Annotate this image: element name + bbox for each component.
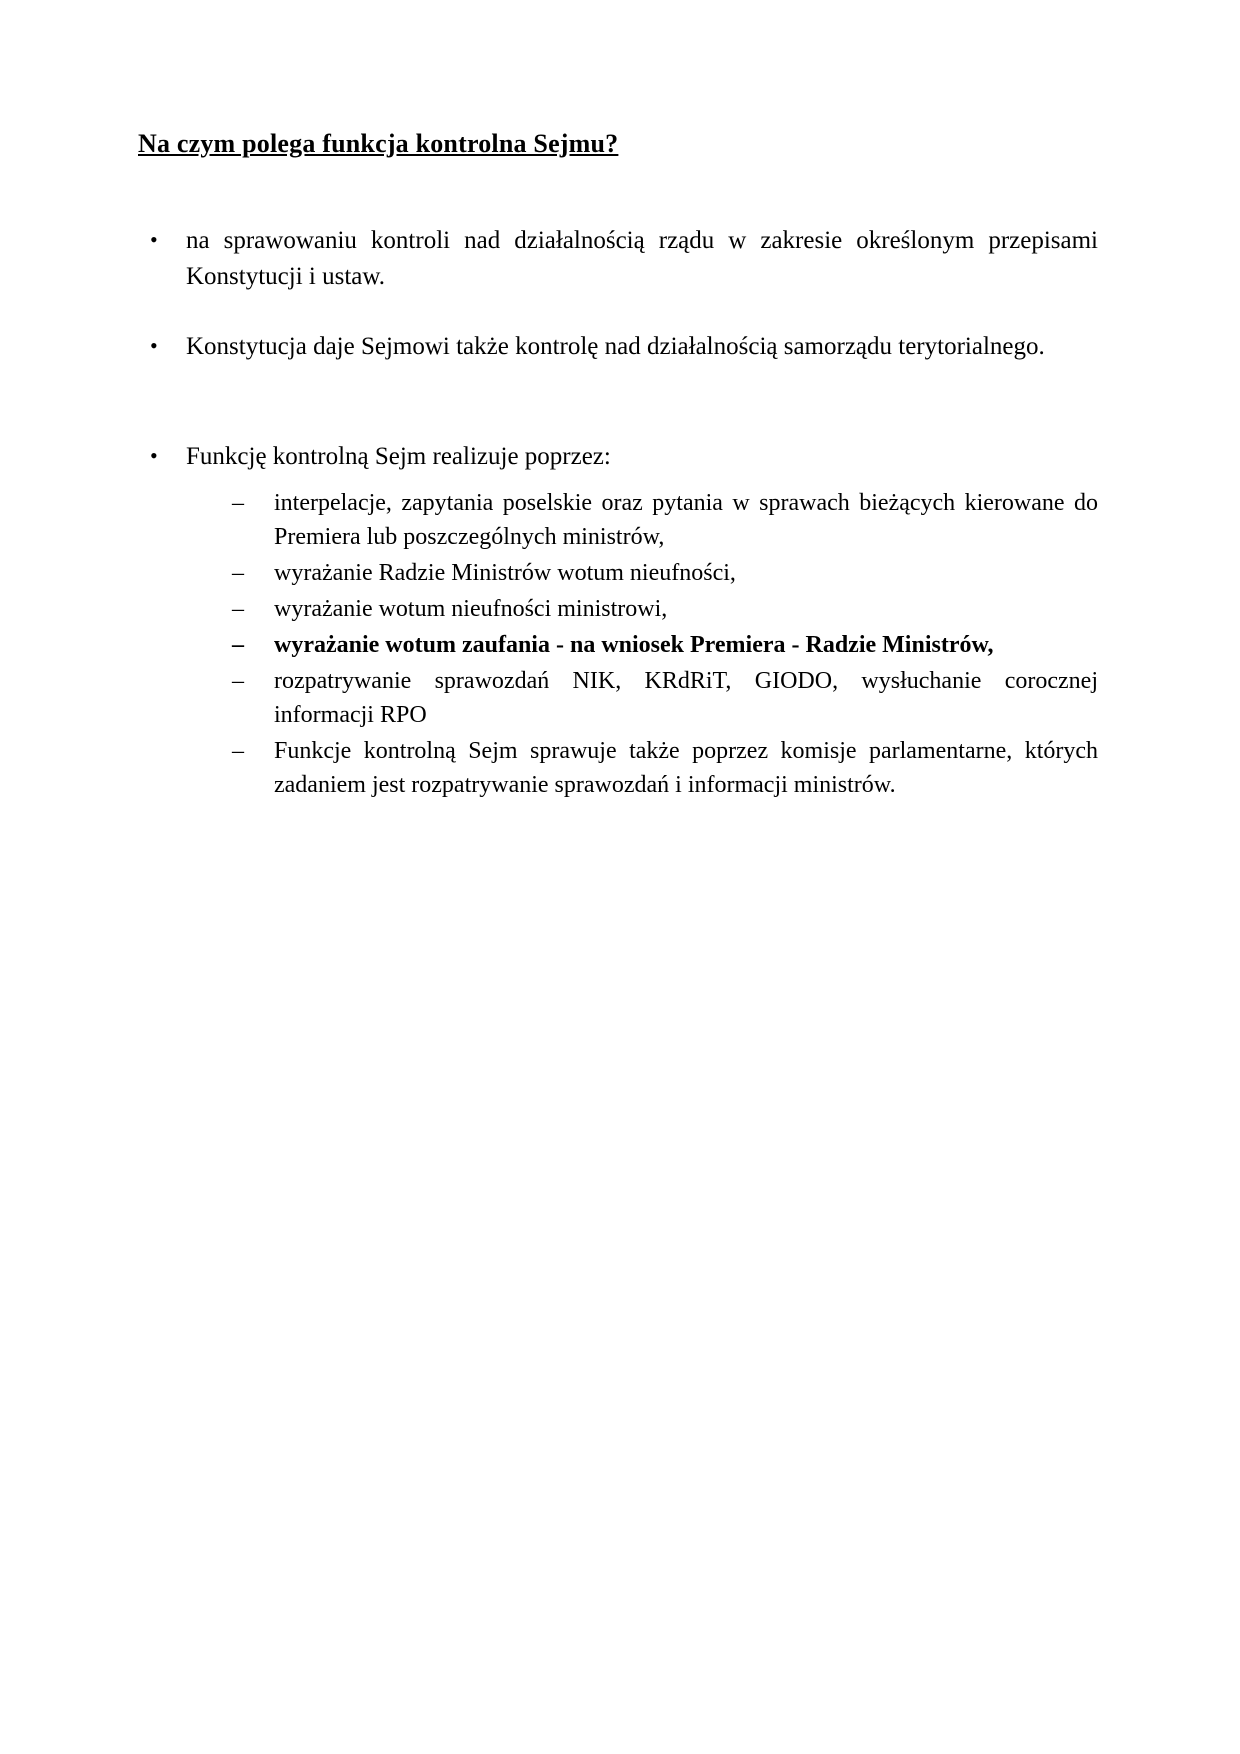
dash-icon: – xyxy=(232,559,244,586)
list-item-text: na sprawowaniu kontroli nad działalnością rządu w zakresie określonym przepisami Konstytucji i ustaw. xyxy=(186,226,1098,290)
sub-list-item-text: wyrażanie wotum nieufności ministrowi, xyxy=(274,595,668,622)
main-bullet-list xyxy=(138,223,1098,803)
spacer xyxy=(138,295,1098,329)
sub-bullet-list xyxy=(226,486,1098,803)
sub-list-item xyxy=(226,592,1098,626)
spacer xyxy=(138,161,1098,223)
sub-list-wrapper xyxy=(226,486,1098,803)
sub-list-item-text: wyrażanie Radzie Ministrów wotum nieufności, xyxy=(274,559,736,586)
dash-icon: – xyxy=(232,738,244,765)
sub-list-item xyxy=(226,556,1098,590)
sub-list-item xyxy=(226,486,1098,554)
dash-icon: – xyxy=(232,631,244,658)
list-item-text: Funkcję kontrolną Sejm realizuje poprzez: xyxy=(186,443,611,471)
dash-icon: – xyxy=(232,489,244,516)
sub-list-item xyxy=(226,628,1098,662)
list-item xyxy=(138,329,1098,365)
list-item xyxy=(138,223,1098,296)
sub-list-item-text: rozpatrywanie sprawozdań NIK, KRdRiT, GIODO, wysłuchanie corocznej informacji RPO xyxy=(274,667,1098,728)
list-item xyxy=(138,439,1098,802)
bullet-icon: • xyxy=(150,443,158,469)
page-title: Na czym polega funkcja kontrolna Sejmu? xyxy=(138,129,619,158)
sub-list-item xyxy=(226,734,1098,802)
sub-list-item-text: interpelacje, zapytania poselskie oraz pytania w sprawach bieżących kierowane do Premiera lub poszczególnych ministrów, xyxy=(274,489,1098,550)
dash-icon: – xyxy=(232,667,244,694)
document-body xyxy=(138,128,1098,804)
list-item-text: Konstytucja daje Sejmowi także kontrolę nad działalnością samorządu terytorialnego. xyxy=(186,333,1045,360)
bullet-icon: • xyxy=(150,226,158,252)
dash-icon: – xyxy=(232,595,244,622)
spacer xyxy=(138,365,1098,439)
sub-list-item-text: wyrażanie wotum zaufania - na wniosek Premiera - Radzie Ministrów, xyxy=(274,631,994,658)
sub-list-item-text: Funkcje kontrolną Sejm sprawuje także poprzez komisje parlamentarne, których zadaniem jest rozpatrywanie sprawozdań i informacji ministrów. xyxy=(274,738,1098,799)
sub-list-item xyxy=(226,664,1098,732)
bullet-icon: • xyxy=(150,333,158,359)
